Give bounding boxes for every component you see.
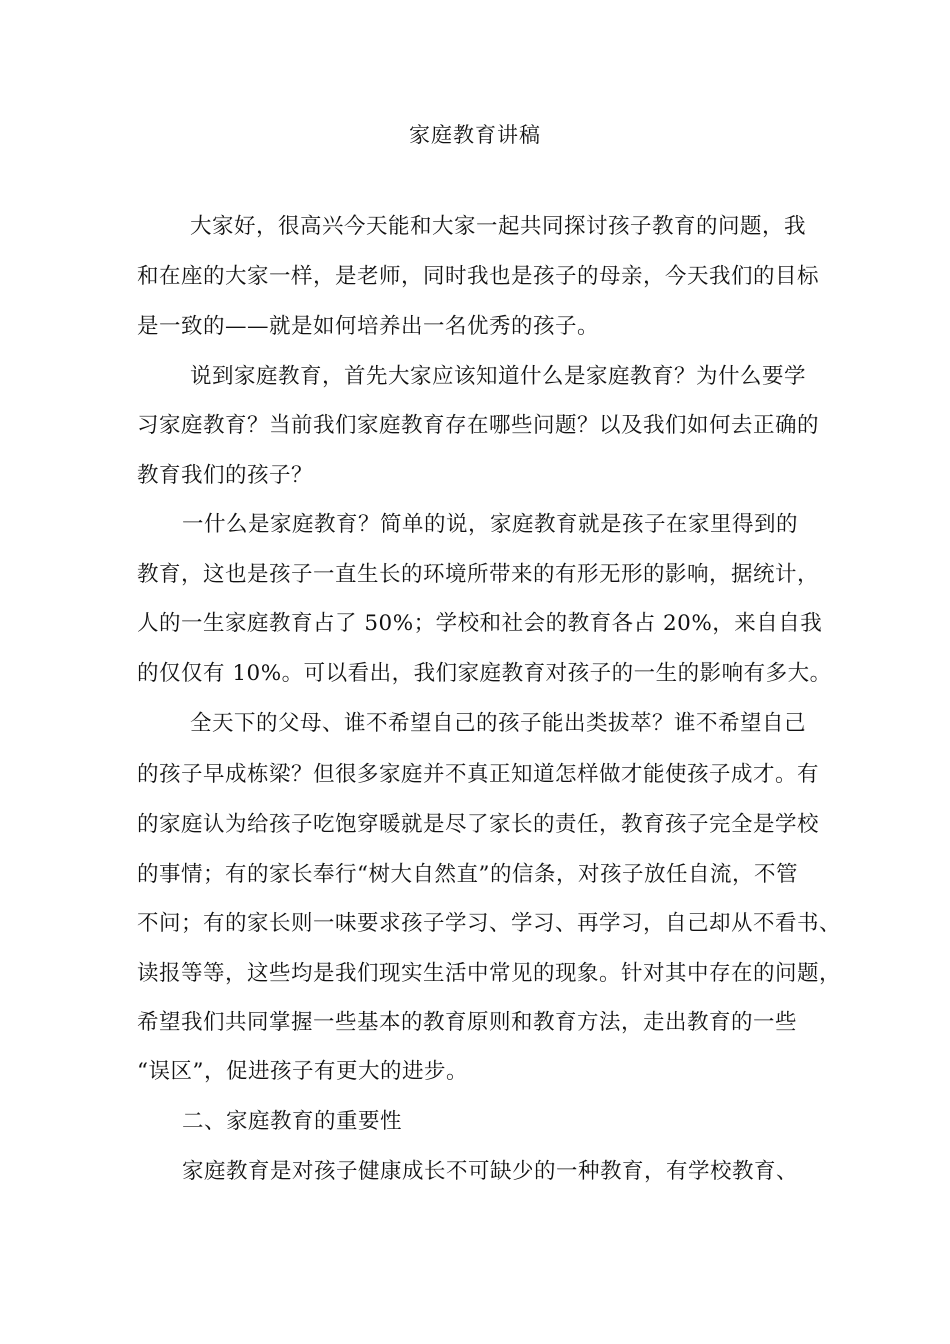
paragraph-line: 的家庭认为给孩子吃饱穿暖就是尽了家长的责任，教育孩子完全是学校 xyxy=(137,812,820,837)
paragraph-line: 一什么是家庭教育？简单的说，家庭教育就是孩子在家里得到的 xyxy=(182,512,799,537)
section-heading: 二、家庭教育的重要性 xyxy=(182,1109,403,1134)
paragraph-line: 全天下的父母、谁不希望自己的孩子能出类拔萃？谁不希望自己 xyxy=(190,711,807,736)
paragraph-line: 人的一生家庭教育占了 50%；学校和社会的教育各占 20%，来自自我 xyxy=(137,611,823,636)
paragraph-line: 家庭教育是对孩子健康成长不可缺少的一种教育，有学校教育、 xyxy=(182,1159,799,1184)
paragraph-line: “误区”，促进孩子有更大的进步。 xyxy=(137,1059,468,1084)
paragraph-line: 说到家庭教育，首先大家应该知道什么是家庭教育？为什么要学 xyxy=(190,364,807,389)
paragraph-line: 读报等等，这些均是我们现实生活中常见的现象。针对其中存在的问题， xyxy=(137,961,842,986)
paragraph-line: 的孩子早成栋梁？但很多家庭并不真正知道怎样做才能使孩子成才。有 xyxy=(137,762,820,787)
paragraph-line: 不问；有的家长则一味要求孩子学习、学习、再学习，自己却从不看书、 xyxy=(137,911,842,936)
paragraph-line: 大家好，很高兴今天能和大家一起共同探讨孩子教育的问题，我 xyxy=(190,214,807,239)
paragraph-line: 和在座的大家一样，是老师，同时我也是孩子的母亲，今天我们的目标 xyxy=(137,264,820,289)
paragraph-line: 教育，这也是孩子一直生长的环境所带来的有形无形的影响，据统计， xyxy=(137,562,820,587)
paragraph-line: 教育我们的孩子？ xyxy=(137,463,314,488)
paragraph-line: 的事情；有的家长奉行“树大自然直”的信条，对孩子放任自流，不管 xyxy=(137,862,798,887)
paragraph-line: 希望我们共同掌握一些基本的教育原则和教育方法，走出教育的一些 xyxy=(137,1010,798,1035)
document-title: 家庭教育讲稿 xyxy=(409,123,541,147)
paragraph-line: 的仅仅有 10%。可以看出，我们家庭教育对孩子的一生的影响有多大。 xyxy=(137,661,832,686)
paragraph-line: 习家庭教育？当前我们家庭教育存在哪些问题？以及我们如何去正确的 xyxy=(137,413,820,438)
paragraph-line: 是一致的——就是如何培养出一名优秀的孩子。 xyxy=(137,314,600,339)
